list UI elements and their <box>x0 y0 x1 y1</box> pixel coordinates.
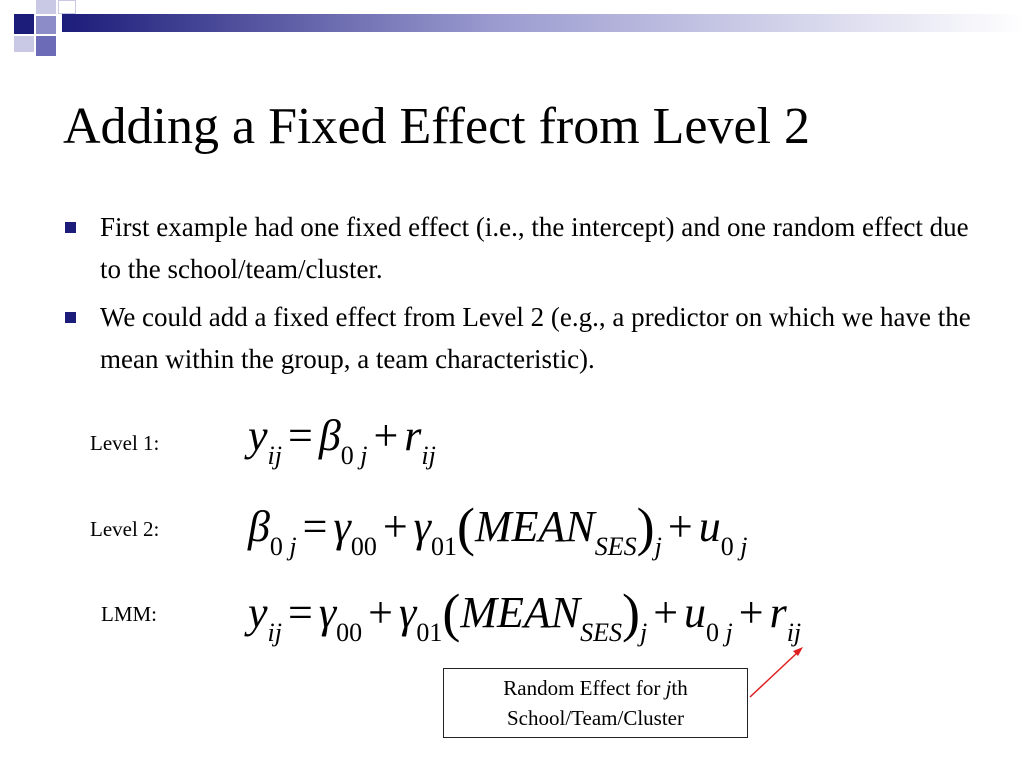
bullet-item <box>63 296 993 380</box>
callout-suffix: th <box>671 676 688 700</box>
corner-square-dark-2 <box>58 0 76 14</box>
corner-square-light <box>36 0 56 14</box>
lmm-equation: $y_{ij} = \gamma_{00}$ + $\gamma_{01}(MEAN_{SES})_j + u_0$ $_j + r_{ij}$ <box>248 583 802 647</box>
square-bullet-icon <box>65 222 76 233</box>
callout-line-1 <box>444 673 747 703</box>
level2-equation: $\beta_0$ $_j = \gamma_{00}$ + $\gamma_{01}(MEAN_{SES})_j + u_0$ $_j$ <box>248 497 748 561</box>
bullet-text: First example had one fixed effect (i.e., the intercept) and one random effect due to the school/team/cluster. <box>100 212 969 284</box>
bullet-text: We could add a fixed effect from Level 2 (e.g., a predictor on which we have the mean within the group, a team characteristic). <box>100 302 971 374</box>
header-gradient-bar <box>0 0 1024 40</box>
header-gradient-graphic <box>0 0 1024 40</box>
level1-equation: $y_{ij} = \beta_0$ $_j + r_{ij}$ <box>248 411 436 470</box>
callout-prefix: Random Effect for <box>503 676 666 700</box>
square-bullet-icon <box>65 312 76 323</box>
lmm-label: LMM: <box>101 602 158 626</box>
callout-line-2: School/Team/Cluster <box>506 706 684 730</box>
level1-label: Level 1: <box>90 431 160 455</box>
random-effect-callout <box>443 668 748 738</box>
corner-square-mid <box>36 16 56 34</box>
corner-square-dark-3 <box>36 36 56 56</box>
corner-square-mid-2 <box>14 36 34 52</box>
corner-square-dark <box>14 14 34 34</box>
slide-title: Adding a Fixed Effect from Level 2 <box>63 98 811 155</box>
level2-label: Level 2: <box>90 517 160 541</box>
bullet-list <box>63 206 993 386</box>
bullet-item <box>63 206 993 290</box>
callout-italic-j: j <box>665 676 672 700</box>
